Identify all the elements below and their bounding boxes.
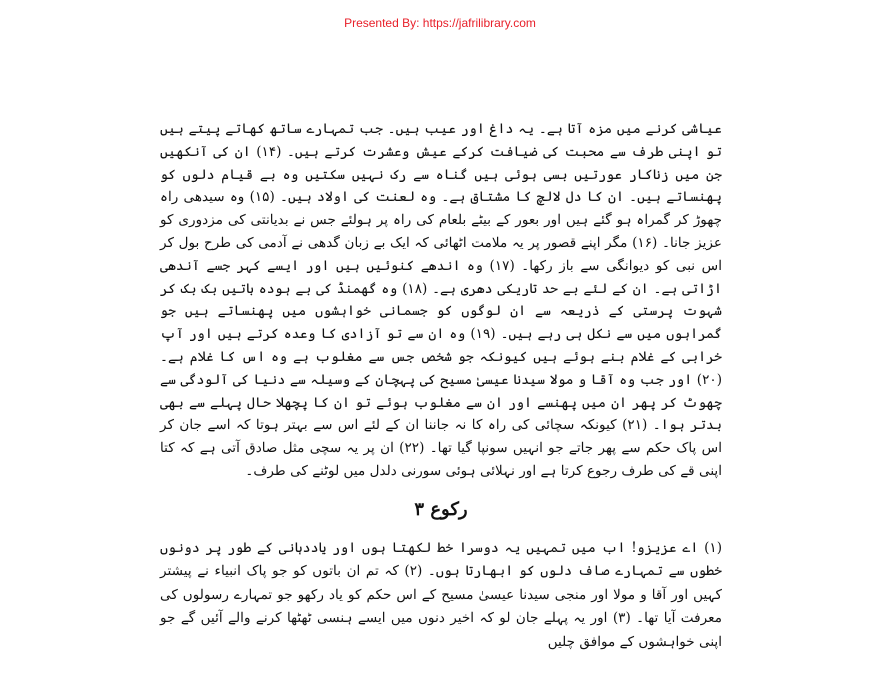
- presented-by-banner[interactable]: Presented By: https://jafrilibrary.com: [344, 16, 536, 30]
- section-heading: رکوع ۳: [414, 498, 468, 520]
- document-page: [160, 118, 722, 654]
- body-paragraph-1: عیاشی کرنے میں مزہ آتا ہے۔ یہ داغ اور عیب ہیں۔ جب تمہارے ساتھ کھاتے پیتے ہیں تو اپنی طرف سے محبت کی ضیافت کرکے عیش وعشرت کرتے ہیں۔ (۱۴) ان کی آنکھیں جن میں زناکار عورتیں بسی ہوئی ہیں گناہ سے رک نہیں سکتیں وہ بے قیام دلوں کو پھنساتے ہیں۔ ان کا دل لالچ کا مشتاق ہے۔ وہ لعنت کی اولاد ہیں۔ (۱۵) وہ سیدھی راہ چھوڑ کر گمراہ ہو گئے ہیں اور بعور کے بیٹے بلعام کی راہ پر ہولئے جس نے بدیانتی کی مزدوری کو عزیز جانا۔ (۱۶) مگر اپنے قصور پر یہ ملامت اٹھائی کہ ایک بے زبان گدھی نے آدمی کی طرح بول کر اس نبی کو دیوانگی سے باز رکھا۔ (۱۷) وہ اندھے کنوئیں ہیں اور ایسے کہر جسے آندھی اڑاتی ہے۔ ان کے لئے بے حد تاریکی دھری ہے۔ (۱۸) وہ گھمنڈ کی بے ہودہ باتیں بک بک کر شہوت پرستی کے ذریعہ سے ان لوگوں کو جسمانی خواہشوں میں پھنساتے ہیں جو گمراہوں میں سے نکل ہی رہے ہیں۔ (۱۹) وہ ان سے تو آزادی کا وعدہ کرتے ہیں اور آپ خرابی کے غلام بنے ہوئے ہیں کیونکہ جو شخص جس سے مغلوب ہے وہ اس کا غلام ہے۔ (۲۰) اور جب وہ آقا و مولا سیدنا عیسیٰ مسیح کی پہچان کے وسیلہ سے دنیا کی آلودگی سے چھوٹ کر پھر ان میں پھنسے اور ان سے مغلوب ہوئے تو ان کا پچھلا حال پہلے سے بھی بدتر ہوا۔ (۲۱) کیونکہ سچائی کی راہ کا نہ جاننا ان کے لئے اس سے بہتر ہوتا کہ اسے جان کر اس پاک حکم سے پھر جاتے جو انہیں سونپا گیا تھا۔ (۲۲) ان پر یہ سچی مثل صادق آتی ہے کہ کتا اپنی قے کی طرف رجوع کرتا ہے اور نہلائی ہوئی سورنی دلدل میں لوٹنے کی طرف۔: [160, 121, 723, 479]
- body-paragraph-2: (۱) اے عزیزو! اب میں تمہیں یہ دوسرا خط لکھتا ہوں اور یاددہانی کے طور پر دونوں خطوں سے تمہارے صاف دلوں کو ابھارتا ہوں۔ (۲) کہ تم ان باتوں کو جو پاک انبیاء نے پیشتر کہیں اور آقا و مولا اور منجی سیدنا عیسیٰ مسیح کے اس حکم کو یاد رکھو جو تمہارے رسولوں کی معرفت آیا تھا۔ (۳) اور یہ پہلے جان لو کہ اخیر دنوں میں ایسے ہنسی ٹھٹھا کرنے والے آئیں گے جو اپنی خواہشوں کے موافق چلیں: [160, 539, 722, 650]
